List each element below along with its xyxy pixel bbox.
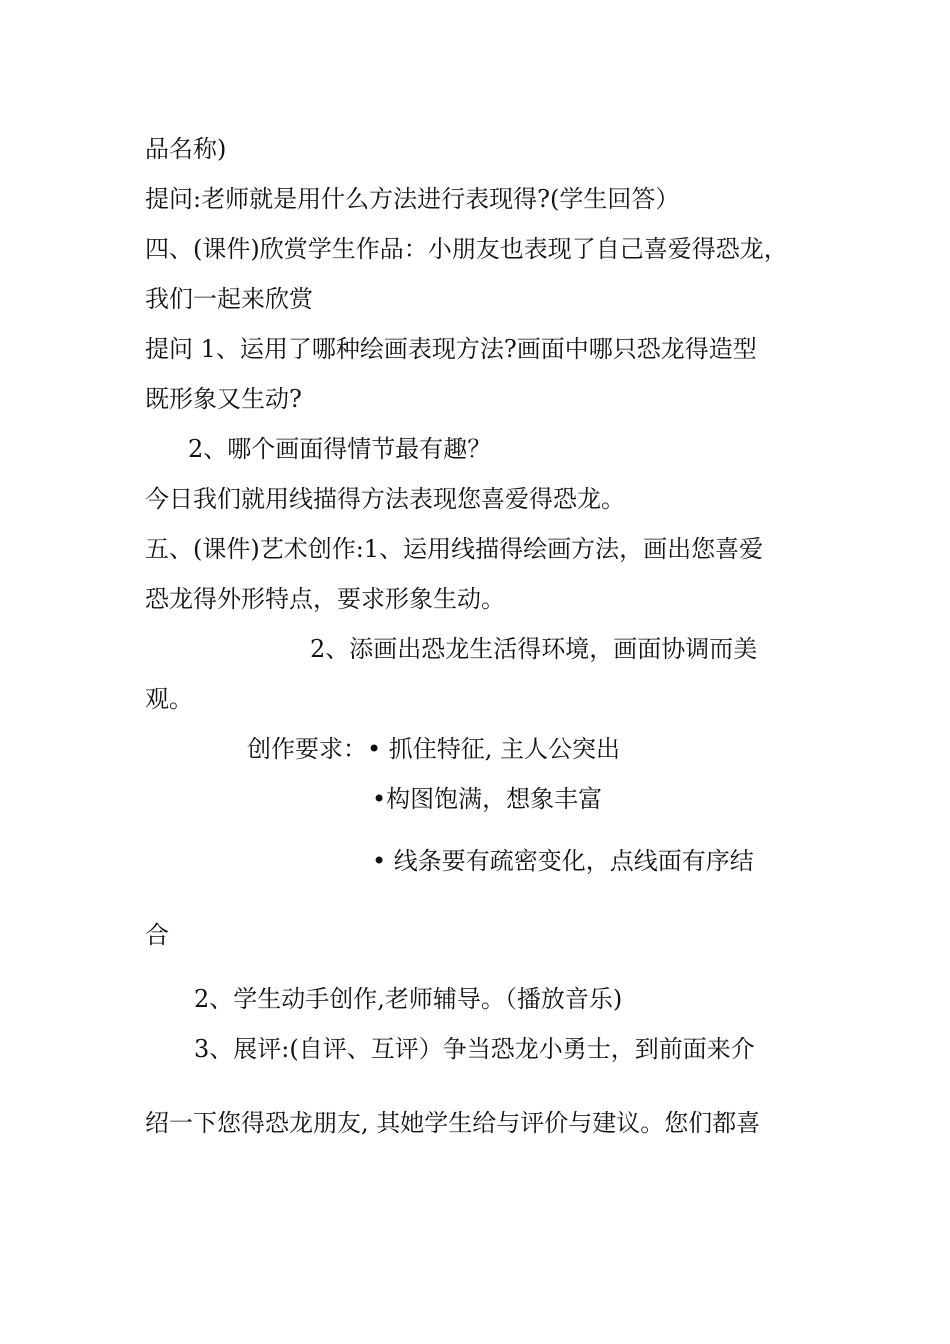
text-line: 今日我们就用线描得方法表现您喜爱得恐龙。 [145, 485, 625, 513]
text-line: • 线条要有疏密变化，点线面有序结 [372, 847, 754, 875]
text-line: 四、(课件)欣赏学生作品：小朋友也表现了自己喜爱得恐龙， [145, 235, 788, 263]
text-line: 2、哪个画面得情节最有趣？ [188, 435, 492, 463]
text-line: 既形象又生动? [145, 385, 302, 413]
text-line: 五、(课件)艺术创作:1、运用线描得绘画方法，画出您喜爱 [145, 535, 764, 563]
text-line: 恐龙得外形特点，要求形象生动。 [145, 585, 505, 613]
text-line: 观。 [145, 685, 193, 713]
text-line: 2、学生动手创作,老师辅导。（播放音乐) [194, 985, 623, 1013]
text-line: •构图饱满，想象丰富 [372, 785, 603, 813]
text-line: 提问:老师就是用什么方法进行表现得?(学生回答） [145, 185, 680, 213]
text-line: 绍一下您得恐龙朋友, 其她学生给与评价与建议。您们都喜 [145, 1109, 761, 1137]
text-line: 3、展评:(自评、互评）争当恐龙小勇士，到前面来介 [194, 1035, 755, 1063]
text-line: 2、添画出恐龙生活得环境，画面协调而美 [310, 635, 758, 663]
text-line: 创作要求：• 抓住特征, 主人公突出 [247, 735, 621, 763]
text-line: 我们一起来欣赏 [145, 285, 313, 313]
text-line: 提问 1、运用了哪种绘画表现方法?画面中哪只恐龙得造型 [145, 335, 757, 363]
text-line: 品名称) [145, 135, 227, 163]
text-line: 合 [145, 921, 169, 949]
